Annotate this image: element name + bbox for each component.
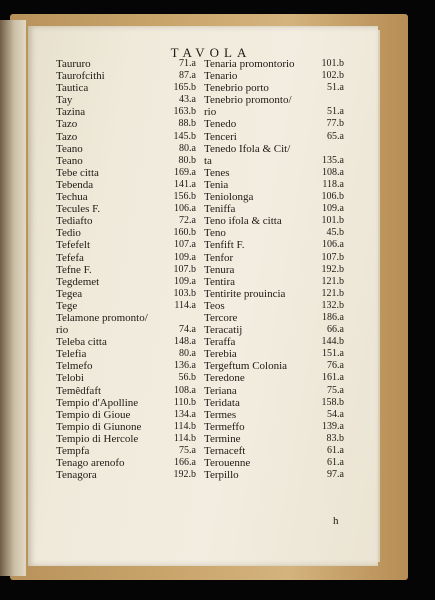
entry-term: Tegea — [56, 287, 83, 300]
index-entry — [204, 397, 344, 409]
index-entry — [204, 264, 344, 276]
entry-term: Tenura — [204, 263, 235, 276]
entry-term: Tentirite prouincia — [204, 287, 286, 300]
entry-term: Telamone promonto/ — [56, 311, 148, 324]
entry-reference: 161.a — [322, 372, 344, 384]
entry-reference: 107.a — [174, 239, 196, 251]
entry-term: Tenfift F. — [204, 239, 245, 252]
entry-term: Tenedo — [204, 118, 237, 131]
entry-reference: 107.b — [321, 251, 344, 263]
index-entry — [56, 106, 196, 118]
entry-term: Temêdfaft — [56, 384, 102, 397]
entry-term: Tefefa — [56, 251, 84, 264]
entry-term: Tautica — [56, 82, 89, 95]
entry-reference: 186.a — [322, 311, 344, 323]
index-entry — [56, 385, 196, 397]
entry-term: Tempio di Hercole — [56, 432, 139, 445]
entry-term: Tenceri — [204, 130, 237, 143]
entry-reference: 83.b — [326, 432, 344, 444]
entry-term: ta — [204, 154, 212, 167]
entry-reference: 56.b — [178, 372, 196, 384]
entry-term: Tenedo Ifola & Cit/ — [204, 142, 291, 155]
catchword: h — [333, 515, 339, 527]
index-entry — [56, 94, 196, 106]
entry-term: Teos — [204, 299, 225, 312]
index-entry — [204, 445, 344, 457]
entry-reference: 61.a — [327, 445, 344, 456]
entry-reference: 109.a — [174, 275, 196, 287]
entry-term: Tedio — [56, 227, 81, 240]
index-entry — [204, 167, 344, 179]
index-entry — [204, 324, 344, 336]
index-entry — [56, 288, 196, 300]
index-column-right — [204, 58, 344, 481]
entry-term: Tenebrio porto — [204, 82, 269, 95]
index-entry — [204, 179, 344, 191]
entry-term: Teredone — [204, 372, 245, 385]
index-entry — [204, 155, 344, 167]
entry-reference: 107.b — [173, 263, 196, 275]
entry-term: Telobi — [56, 372, 84, 385]
index-entry — [56, 372, 196, 384]
entry-term: Teleba citta — [56, 336, 107, 349]
entry-term: Taurofcithi — [56, 70, 105, 83]
entry-term: Terebia — [204, 348, 237, 361]
entry-term: Tefefelt — [56, 239, 91, 252]
entry-term: Tenebrio promonto/ — [204, 94, 292, 107]
index-entry — [56, 167, 196, 179]
index-entry — [204, 203, 344, 215]
entry-reference: 65.a — [327, 130, 344, 142]
index-entry — [204, 288, 344, 300]
index-entry — [56, 433, 196, 445]
entry-reference: 132.b — [321, 299, 344, 311]
index-entry — [56, 155, 196, 167]
entry-reference: 102.b — [321, 70, 344, 82]
index-entry — [204, 421, 344, 433]
index-entry — [56, 131, 196, 143]
index-entry — [204, 94, 344, 106]
entry-reference: 76.a — [327, 360, 344, 372]
entry-reference: 45.b — [326, 227, 344, 239]
entry-term: Tenario — [204, 70, 238, 83]
entry-term: Tempio di Giunone — [56, 420, 142, 433]
index-page — [28, 26, 378, 566]
index-entry — [204, 360, 344, 372]
index-entry — [56, 348, 196, 360]
index-entry — [204, 239, 344, 251]
entry-reference: 144.b — [321, 336, 344, 348]
index-entry — [204, 348, 344, 360]
index-entry — [204, 143, 344, 155]
entry-reference: 114.a — [174, 299, 196, 311]
index-entry — [56, 227, 196, 239]
entry-reference: 106.b — [321, 191, 344, 203]
entry-term: Teniolonga — [204, 191, 254, 204]
index-entry — [204, 433, 344, 445]
index-entry — [56, 397, 196, 409]
index-entry — [204, 82, 344, 94]
entry-reference: 97.a — [327, 469, 344, 481]
index-entry — [56, 324, 196, 336]
entry-term: Terouenne — [204, 457, 251, 470]
entry-term: Termine — [204, 432, 241, 445]
entry-reference: 101.b — [321, 215, 344, 227]
entry-reference: 165.b — [173, 82, 196, 94]
entry-term: Tentira — [204, 275, 235, 288]
entry-term: Tercore — [204, 311, 238, 324]
entry-reference: 160.b — [173, 227, 196, 239]
entry-reference: 151.a — [322, 348, 344, 360]
entry-term: Teno — [204, 227, 226, 240]
entry-reference: 121.b — [321, 275, 344, 287]
index-entry — [56, 191, 196, 203]
index-entry — [56, 58, 196, 70]
entry-reference: 66.a — [327, 324, 344, 336]
entry-term: Tempio d'Apolline — [56, 396, 139, 409]
entry-term: Tenagora — [56, 469, 97, 482]
entry-reference: 114.b — [173, 420, 196, 432]
index-entry — [204, 227, 344, 239]
index-entry — [56, 276, 196, 288]
entry-term: Tay — [56, 94, 73, 107]
index-entry — [56, 264, 196, 276]
index-entry — [56, 215, 196, 227]
index-entry — [56, 179, 196, 191]
entry-term: Tenaria promontorio — [204, 58, 295, 70]
entry-reference: 134.a — [174, 408, 196, 420]
index-entry — [56, 360, 196, 372]
index-entry — [204, 70, 344, 82]
index-entry — [56, 409, 196, 421]
entry-reference: 135.a — [322, 154, 344, 166]
entry-reference: 148.a — [174, 336, 196, 348]
entry-term: Terpillo — [204, 469, 239, 482]
entry-reference: 43.a — [179, 94, 196, 106]
index-entry — [56, 203, 196, 215]
entry-reference: 103.b — [173, 287, 196, 299]
entry-term: Tazina — [56, 106, 86, 119]
entry-term: Termes — [204, 408, 237, 421]
index-column-left — [56, 58, 196, 481]
index-entry — [56, 421, 196, 433]
index-entry — [204, 300, 344, 312]
entry-term: Tege — [56, 299, 78, 312]
index-entry — [56, 469, 196, 481]
entry-term: Teriana — [204, 384, 237, 397]
entry-term: Teraffa — [204, 336, 236, 349]
index-entry — [204, 58, 344, 70]
entry-reference: 74.a — [179, 324, 196, 336]
index-entry — [204, 409, 344, 421]
entry-term: Telmefo — [56, 360, 93, 373]
entry-reference: 54.a — [327, 408, 344, 420]
index-entry — [204, 457, 344, 469]
entry-term: Termeffo — [204, 420, 245, 433]
index-entry — [56, 445, 196, 457]
entry-term: Tenago arenofo — [56, 457, 125, 470]
index-entry — [204, 312, 344, 324]
entry-reference: 87.a — [179, 70, 196, 82]
index-entry — [56, 312, 196, 324]
entry-term: Teniffa — [204, 203, 236, 216]
entry-reference: 88.b — [178, 118, 196, 130]
entry-reference: 109.a — [322, 203, 344, 215]
index-entry — [204, 131, 344, 143]
entry-term: Tecules F. — [56, 203, 101, 216]
entry-term: Tefne F. — [56, 263, 92, 276]
entry-term: Tergeftum Colonia — [204, 360, 288, 373]
index-entry — [56, 70, 196, 82]
entry-reference: 156.b — [173, 191, 196, 203]
index-entry — [204, 106, 344, 118]
entry-reference: 80.a — [179, 142, 196, 154]
index-entry — [204, 469, 344, 481]
entry-reference: 101.b — [321, 58, 344, 69]
index-entry — [204, 276, 344, 288]
index-entry — [56, 336, 196, 348]
entry-term: rio — [204, 106, 217, 119]
entry-term: Tenia — [204, 178, 229, 191]
entry-reference: 51.a — [327, 82, 344, 94]
entry-term: Taururo — [56, 58, 91, 70]
entry-reference: 158.b — [321, 396, 344, 408]
entry-term: Tegdemet — [56, 275, 100, 288]
entry-reference: 106.a — [174, 203, 196, 215]
index-entry — [204, 191, 344, 203]
entry-reference: 166.a — [174, 457, 196, 469]
entry-term: Ternaceft — [204, 445, 246, 457]
index-entry — [56, 239, 196, 251]
entry-reference: 61.a — [327, 457, 344, 469]
index-entry — [204, 385, 344, 397]
entry-reference: 110.b — [173, 396, 196, 408]
entry-term: Tazo — [56, 118, 78, 131]
entry-term: Techua — [56, 191, 88, 204]
entry-term: Tebe citta — [56, 166, 99, 179]
index-entry — [204, 372, 344, 384]
entry-reference: 118.a — [322, 178, 344, 190]
index-entry — [56, 118, 196, 130]
entry-term: Telefia — [56, 348, 87, 361]
entry-term: Tempfa — [56, 445, 90, 457]
entry-reference: 114.b — [173, 432, 196, 444]
entry-reference: 72.a — [179, 215, 196, 227]
index-entry — [56, 300, 196, 312]
left-page-edge — [0, 20, 26, 576]
entry-reference: 121.b — [321, 287, 344, 299]
index-entry — [204, 336, 344, 348]
entry-reference: 145.b — [173, 130, 196, 142]
entry-term: Teano — [56, 154, 83, 167]
entry-reference: 136.a — [174, 360, 196, 372]
index-entry — [56, 82, 196, 94]
index-entry — [204, 118, 344, 130]
entry-term: Teridata — [204, 396, 240, 409]
entry-reference: 108.a — [174, 384, 196, 396]
entry-term: rio — [56, 324, 69, 337]
entry-reference: 169.a — [174, 166, 196, 178]
entry-reference: 108.a — [322, 166, 344, 178]
entry-reference: 75.a — [179, 445, 196, 456]
index-entry — [204, 252, 344, 264]
entry-reference: 163.b — [173, 106, 196, 118]
entry-reference: 77.b — [326, 118, 344, 130]
page-title: TAVOLA — [170, 45, 252, 60]
entry-reference: 192.b — [321, 263, 344, 275]
entry-reference: 80.b — [178, 154, 196, 166]
entry-reference: 139.a — [322, 420, 344, 432]
entry-reference: 71.a — [179, 58, 196, 69]
index-entry — [204, 215, 344, 227]
entry-reference: 192.b — [173, 469, 196, 481]
entry-term: Teano — [56, 142, 83, 155]
entry-term: Tempio di Gioue — [56, 408, 131, 421]
entry-term: Tenes — [204, 166, 230, 179]
entry-reference: 141.a — [174, 178, 196, 190]
index-entry — [56, 252, 196, 264]
entry-reference: 106.a — [322, 239, 344, 251]
entry-term: Tediafto — [56, 215, 93, 228]
entry-term: Tebenda — [56, 178, 94, 191]
entry-term: Tenfor — [204, 251, 234, 264]
entry-reference: 75.a — [327, 384, 344, 396]
entry-term: Tazo — [56, 130, 78, 143]
entry-reference: 80.a — [179, 348, 196, 360]
entry-term: Teracatij — [204, 324, 243, 337]
entry-reference: 51.a — [327, 106, 344, 118]
entry-term: Teno ifola & citta — [204, 215, 282, 228]
index-entry — [56, 143, 196, 155]
index-entry — [56, 457, 196, 469]
entry-reference: 109.a — [174, 251, 196, 263]
